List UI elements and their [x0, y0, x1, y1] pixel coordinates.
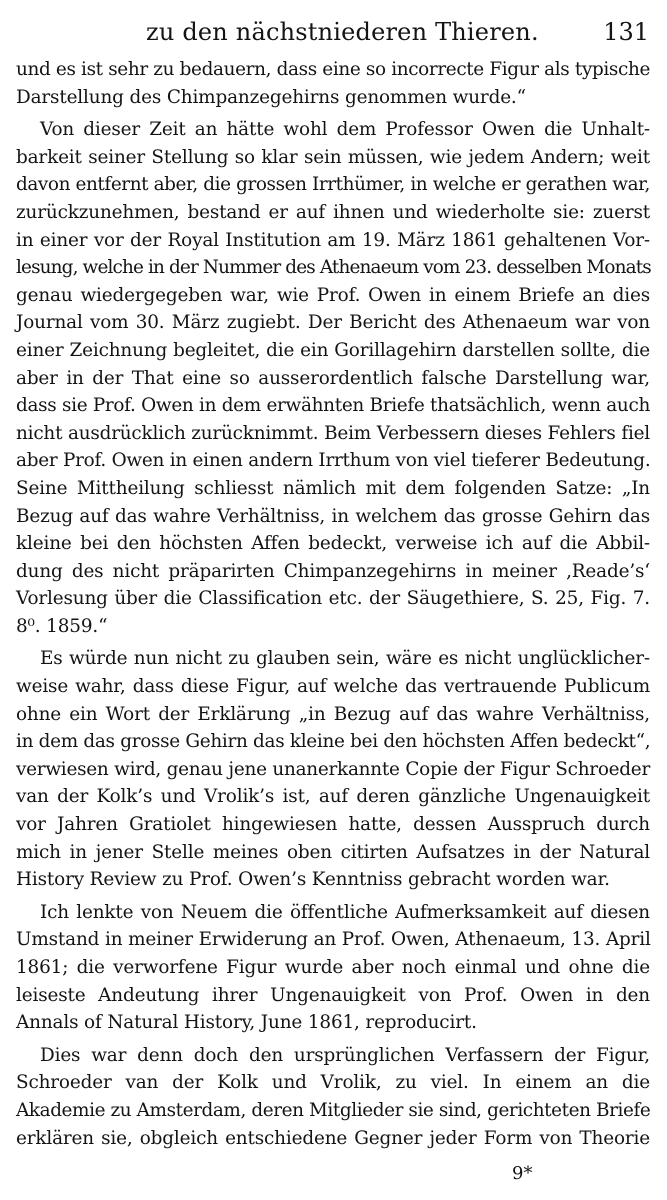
text-line: dung des nicht präparirten Chimpanzegehirns in meiner ‚Reade’s‘	[16, 560, 650, 582]
text-line: verwiesen wird, genau jene unanerkannte Copie der Figur Schroeder	[16, 758, 650, 780]
running-title: zu den nächstniederen Thieren.	[146, 18, 539, 46]
text-line: Es würde nun nicht zu glauben sein, wäre es nicht unglücklicher-	[40, 648, 650, 670]
text-line: mich in jener Stelle meines oben citirten Aufsatzes in der Natural	[16, 841, 650, 863]
text-line: Bezug auf das wahre Verhältniss, in welchem das grosse Gehirn das	[16, 505, 650, 527]
text-line: 1861; die verworfene Figur wurde aber noch einmal und ohne die	[16, 957, 650, 978]
text-line: nicht ausdrücklich zurücknimmt. Beim Verbessern dieses Fehlers fiel	[16, 422, 650, 444]
text-line: Schroeder van der Kolk und Vrolik, zu viel. In einem an die	[16, 1072, 650, 1094]
text-line: Ich lenkte von Neuem die öffentliche Aufmerksamkeit auf diesen	[40, 901, 650, 923]
text-line: erklären sie, obgleich entschiedene Gegner jeder Form von Theorie	[16, 1127, 650, 1149]
page-number: 131	[603, 18, 649, 46]
text-line: Von dieser Zeit an hätte wohl dem Professor Owen die Unhalt-	[40, 119, 650, 141]
text-line: weise wahr, dass diese Figur, auf welche das vertrauende Publicum	[16, 676, 650, 698]
text-line: Darstellung des Chimpanzegehirns genommen wurde.“	[16, 86, 526, 108]
text-line: leiseste Andeutung ihrer Ungenauigkeit von Prof. Owen in den	[16, 984, 650, 1006]
text-line: genau wiedergegeben war, wie Prof. Owen in einem Briefe an dies	[16, 284, 650, 306]
paragraph	[16, 56, 650, 111]
text-line: aber Prof. Owen in einen andern Irrthum von viel tieferer Bedeutung.	[16, 450, 651, 472]
text-line: Vorlesung über die Classification etc. der Säugethiere, S. 25, Fig. 7.	[16, 588, 650, 610]
text-line: van der Kolk’s und Vrolik’s ist, auf deren gänzliche Ungenauigkeit	[16, 786, 650, 808]
text-line: barkeit seiner Stellung so klar sein müssen, wie jedem Andern; weit	[16, 146, 650, 168]
text-line: in dem das grosse Gehirn das kleine bei den höchsten Affen bedeckt“,	[16, 731, 651, 753]
text-line: in einer vor der Royal Institution am 19. März 1861 gehaltenen Vor-	[16, 229, 650, 251]
text-line: davon entfernt aber, die grossen Irrthümer, in welche er gerathen war,	[16, 174, 650, 196]
text-line: einer Zeichnung begleitet, die ein Gorillagehirn darstellen sollte, die	[16, 339, 650, 361]
text-line: lesung, welche in der Nummer des Athenaeum vom 23. desselben Monats	[16, 257, 651, 279]
body-text	[16, 56, 650, 1157]
text-line: aber in der That eine so ausserordentlich falsche Darstellung war,	[16, 367, 650, 389]
text-line: vor Jahren Gratiolet hingewiesen hatte, dessen Ausspruch durch	[16, 814, 650, 836]
signature-mark: 9*	[512, 1163, 533, 1184]
text-line: ohne ein Wort der Erklärung „in Bezug auf das wahre Verhältniss,	[16, 703, 650, 725]
text-line: 8⁰. 1859.“	[16, 615, 108, 637]
text-line: dass sie Prof. Owen in dem erwähnten Briefe thatsächlich, wenn auch	[16, 395, 650, 417]
text-line: Dies war denn doch den ursprünglichen Verfassern der Figur,	[40, 1044, 650, 1066]
paragraph	[16, 899, 650, 1037]
text-line: kleine bei den höchsten Affen bedeckt, verweise ich auf die Abbil-	[16, 533, 650, 555]
paragraph	[16, 645, 650, 893]
text-line: Akademie zu Amsterdam, deren Mitglieder sie sind, gerichteten Briefe	[16, 1099, 651, 1121]
text-line: Seine Mittheilung schliesst nämlich mit dem folgenden Satze: „In	[16, 477, 650, 499]
text-line: und es ist sehr zu bedauern, dass eine so incorrecte Figur als typische	[16, 59, 650, 80]
text-line: Journal vom 30. März zugiebt. Der Bericht des Athenaeum war von	[16, 312, 650, 334]
paragraph	[16, 1042, 650, 1152]
running-head	[0, 16, 667, 52]
text-line: Annals of Natural History, June 1861, reproducirt.	[16, 1012, 477, 1034]
paragraph	[16, 116, 650, 640]
text-line: History Review zu Prof. Owen’s Kenntniss gebracht worden war.	[16, 869, 610, 891]
text-line: zurückzunehmen, bestand er auf ihnen und wiederholte sie: zuerst	[16, 201, 650, 223]
text-line: Umstand in meiner Erwiderung an Prof. Owen, Athenaeum, 13. April	[16, 929, 651, 951]
